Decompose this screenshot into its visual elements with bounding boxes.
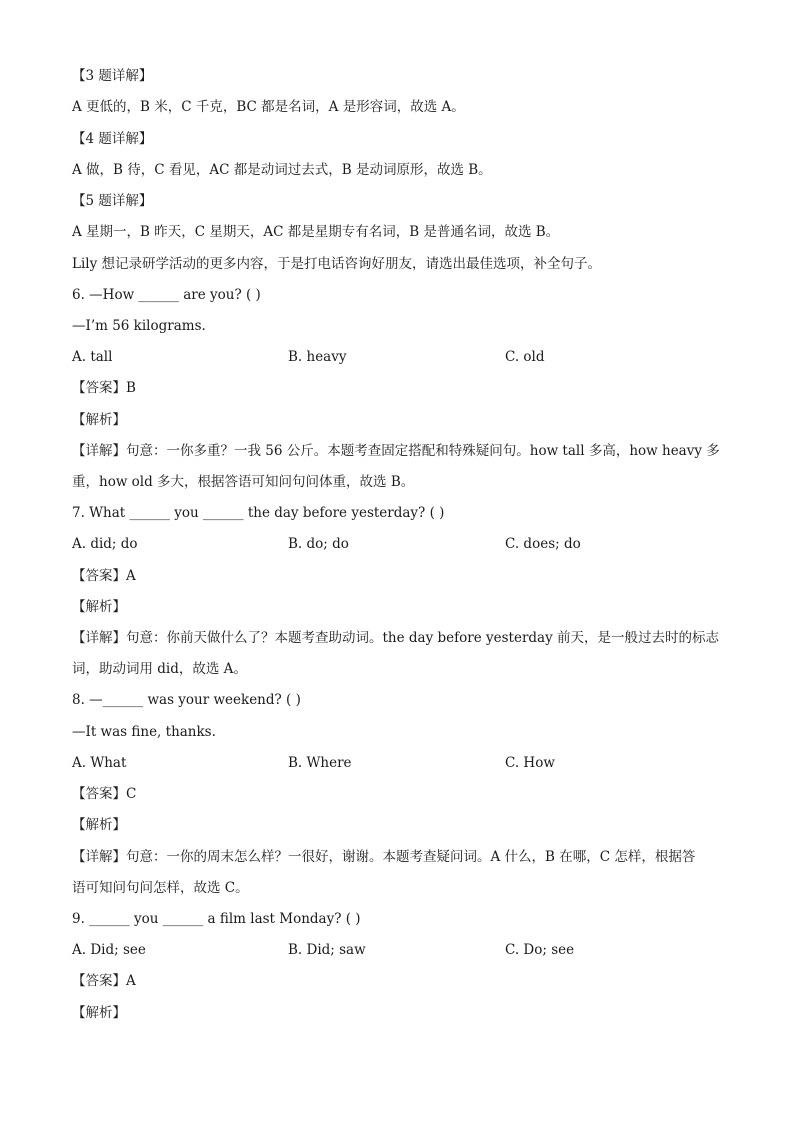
explanation-q3: A 更低的，B 米，C 千克，BC 都是名词，A 是形容词，故选 A。 [72, 99, 465, 115]
question-9-option-b: B. Did; saw [288, 942, 366, 958]
explanation-q4: A 做，B 待，C 看见，AC 都是动词过去式，B 是动词原形，故选 B。 [72, 162, 492, 178]
question-7-option-c: C. does; do [505, 536, 581, 552]
question-6-reply: —I’m 56 kilograms. [72, 318, 206, 334]
question-9-option-a: A. Did; see [72, 942, 146, 958]
question-8-detail-line-1: 【详解】句意：一你的周末怎么样？一很好，谢谢。本题考查疑问词。A 什么，B 在哪，C 怎样，根据答 [72, 849, 696, 865]
question-6-analysis-label: 【解析】 [72, 412, 126, 428]
section-heading-q3: 【3 题详解】 [72, 68, 153, 84]
question-9-answer: 【答案】A [72, 973, 136, 989]
question-8-reply: —It was fine, thanks. [72, 724, 216, 740]
question-7-detail-line-2: 词，助动词用 did，故选 A。 [72, 661, 247, 677]
question-6-stem: 6. —How ______ are you? ( ) [72, 287, 261, 303]
question-6-detail-line-1: 【详解】句意：一你多重？一我 56 公斤。本题考查固定搭配和特殊疑问句。how tall 多高，how heavy 多 [72, 443, 720, 459]
question-8-option-b: B. Where [288, 755, 352, 771]
question-6-detail-line-2: 重，how old 多大，根据答语可知问句问体重，故选 B。 [72, 474, 415, 490]
question-7-option-b: B. do; do [288, 536, 349, 552]
section-intro: Lily 想记录研学活动的更多内容，于是打电话咨询好朋友，请选出最佳选项，补全句子。 [72, 256, 602, 272]
question-9-analysis-label: 【解析】 [72, 1005, 126, 1021]
question-8-option-a: A. What [72, 755, 127, 771]
question-8-stem: 8. —______ was your weekend? ( ) [72, 692, 301, 708]
question-6-option-b: B. heavy [288, 349, 347, 365]
question-6-option-c: C. old [505, 349, 545, 365]
question-8-answer: 【答案】C [72, 786, 137, 802]
question-7-option-a: A. did; do [72, 536, 138, 552]
question-8-detail-line-2: 语可知问句问怎样，故选 C。 [72, 880, 249, 896]
question-6-option-a: A. tall [72, 349, 113, 365]
question-7-stem: 7. What ______ you ______ the day before yesterday? ( ) [72, 505, 445, 521]
question-7-answer: 【答案】A [72, 568, 136, 584]
section-heading-q5: 【5 题详解】 [72, 193, 153, 209]
question-6-answer: 【答案】B [72, 380, 136, 396]
question-8-option-c: C. How [505, 755, 555, 771]
question-9-stem: 9. ______ you ______ a film last Monday? ( ) [72, 911, 361, 927]
explanation-q5: A 星期一，B 昨天，C 星期天，AC 都是星期专有名词，B 是普通名词，故选 B。 [72, 224, 560, 240]
question-8-analysis-label: 【解析】 [72, 817, 126, 833]
question-7-analysis-label: 【解析】 [72, 599, 126, 615]
question-9-option-c: C. Do; see [505, 942, 575, 958]
section-heading-q4: 【4 题详解】 [72, 131, 153, 147]
question-7-detail-line-1: 【详解】句意：你前天做什么了？本题考查助动词。the day before yesterday 前天，是一般过去时的标志 [72, 630, 720, 646]
